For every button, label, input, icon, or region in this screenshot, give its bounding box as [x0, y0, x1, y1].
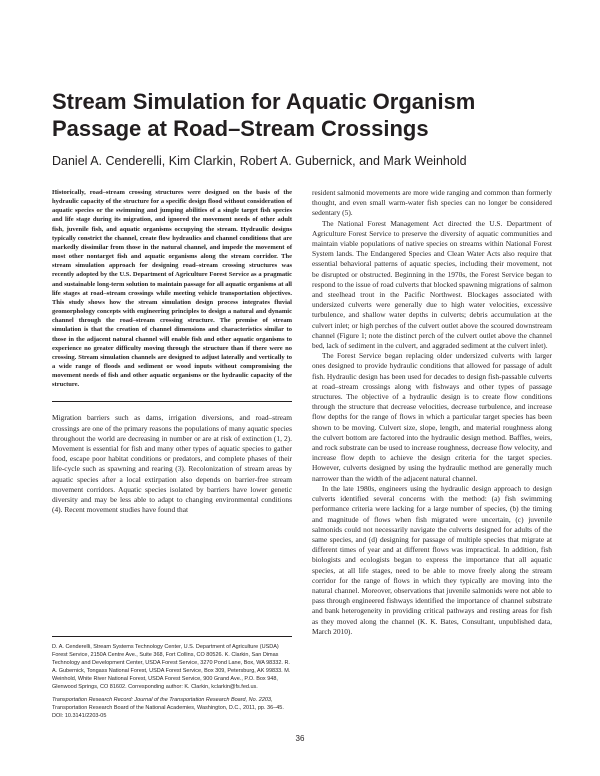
abstract: Historically, road–stream crossing structures were designed on the basis of the hydraulic capacity of the structure for a specific design flood without consideration of aquatic species or the swimming and jumping abilities of a single target fish species and life stage during its migration, and ignored the movement needs of other adult fish, juvenile fish, and aquatic organisms occupying the stream. Hydraulic designs typically constrict the channel, create flow hydraulics and channel conditions that are markedly dissimilar from those in the natural channel, and impede the movement of most other nontarget fish and aquatic organisms along the stream corridor. The stream simulation approach for designing road–stream crossing structures was recently adopted by the U.S. Department of Agriculture Forest Service as a pragmatic and sustainable long-term solution to maintain passage for all aquatic organisms at all life stages at road–stream crossings while meeting vehicle transportation objectives. This study shows how the stream simulation design process integrates fluvial geomorphology concepts with engineering principles to design a natural and dynamic channel through the road–stream crossing structure. The premise of stream simulation is that the creation of channel dimensions and characteristics similar to those in the adjacent natural channel will enable fish and other aquatic organisms to experience no greater difficulty moving through the structure than if there were no crossing. Stream simulation channels are designed to adjust laterally and vertically to a wide range of floods and sediment or wood inputs without compromising the movement needs of fish and other aquatic organisms or the hydraulic capacity of the structure. [52, 189, 292, 389]
author-list: Daniel A. Cenderelli, Kim Clarkin, Robert A. Gubernick, and Mark Weinhold [52, 154, 467, 168]
abstract-divider [52, 401, 292, 402]
left-column [52, 188, 292, 515]
citation-details: Transportation Research Board of the National Academies, Washington, D.C., 2011, pp. 36–45. [52, 704, 284, 711]
page-number: 36 [295, 734, 305, 743]
footnote-divider [52, 636, 292, 637]
article-title: Stream Simulation for Aquatic Organism Passage at Road–Stream Crossings [52, 89, 476, 141]
body-paragraph: The National Forest Management Act directed the U.S. Department of Agriculture Forest Service to preserve the diversity of aquatic communities and maintain viable populations of native species on streams within National Forest System lands. The Endangered Species and Clean Water Acts also require that essential behavioral patterns of aquatic species, including their movement, not be disrupted or obstructed. Beginning in the 1970s, the Forest Service began to respond to the issue of road culverts that blocked spawning migrations of salmon and steelhead trout in the Pacific Northwest. Blockages associated with undersized culverts were generally due to high water velocities, excessive turbulence, and shallow water depths in culverts; debris accumulation at the culvert inlet; or high perches of the culvert outlet above the scoured downstream channel (Figure 1; note the distinct perch of the culvert outlet above the channel bed, lack of sediment in the culvert, and aggraded sediment at the culvert inlet). [312, 218, 552, 351]
footnotes [52, 636, 292, 720]
body-paragraph: The Forest Service began replacing older undersized culverts with larger ones designed to provide hydraulic conditions that allowed for passage of adult fish. Hydraulic design has been used for decades to design fish-passable culverts at road–stream crossings along with fishways and other types of passage structures. The objective of a hydraulic design is to create flow conditions through the structure that decrease velocities, decrease turbulence, and increase flow depths for the range of flows in which a particular target species has been shown to be moving. Culvert size, slope, length, and material roughness along the culvert bottom are factored into the hydraulic design method. Baffles, weirs, and rock substrate can be used to increase roughness, decrease flow velocity, and increase flow depth to achieve the design criteria for the target species. However, culverts designed by using the hydraulic method are generally much narrower than the width of the adjacent natural channel. [312, 351, 552, 483]
citation-journal: Transportation Research Record: Journal of the Transportation Research Board, No. 2203, [52, 696, 273, 703]
author-affiliations: D. A. Cenderelli, Stream Systems Technology Center, U.S. Department of Agriculture (USDA) Forest Service, 2150A Centre Ave., Suite 368, Fort Collins, CO 80526. K. Clarkin, San Dimas Technology and Development Center, USDA Forest Service, 3270 Pond Lane, Box, WA 98332. R. A. Gubernick, Tongass National Forest, USDA Forest Service, Box 309, Petersburg, AK 99833. M. Weinhold, White River National Forest, USDA Forest Service, 900 Grand Ave., P.O. Box 948, Glenwood Springs, CO 81602. Corresponding author: K. Clarkin, kclarkin@fs.fed.us. [52, 644, 291, 691]
right-column [312, 188, 552, 637]
body-paragraph: In the late 1980s, engineers using the hydraulic design approach to design culverts identified several concerns with the method: (a) fish swimming performance criteria were lacking for a large number of species, (b) the timing and magnitude of flows when fish migrated were uncertain, (c) juvenile salmonids could not necessarily navigate the culverts designed for adults of the same species, and (d) designing for passage of multiple species that migrate at different times of year and at different flows was impractical. In addition, fish biologists and ecologists began to express the importance that all aquatic species, at all life stages, need to be able to move freely along the stream corridor for the range of flows in which they typically are moving into the natural channel. Moreover, observations that juvenile salmonids were not able to pass through engineered fishways identified the importance of channel substrate and bank heterogeneity in providing critical pathways and resting areas for fish as they moved along the channel (K. K. Bates, Consultant, unpublished data, March 2010). [312, 483, 552, 636]
body-paragraph: Migration barriers such as dams, irrigation diversions, and road–stream crossings are one of the primary reasons the populations of many aquatic species throughout the world are decreasing in number or are at risk of extinction (1, 2). Movement is essential for fish and many other types of aquatic species to gather food, escape poor habitat conditions or predators, and complete phases of their life-cycle such as spawning and rearing (3). Recolonization of stream areas by aquatic species after a local extirpation also depends on barrier-free stream movement corridors. Aquatic species isolated by barriers have lower genetic diversity and may be less able to adapt to changing environmental conditions (4). Recent movement studies have found that [52, 413, 292, 515]
citation [52, 696, 292, 712]
left-body-text [52, 413, 292, 515]
body-paragraph: resident salmonid movements are more wide ranging and common than formerly thought, and even small warm-water fish species can no longer be considered sedentary (5). [312, 188, 552, 218]
doi: DOI: 10.3141/2203-05 [52, 712, 107, 719]
